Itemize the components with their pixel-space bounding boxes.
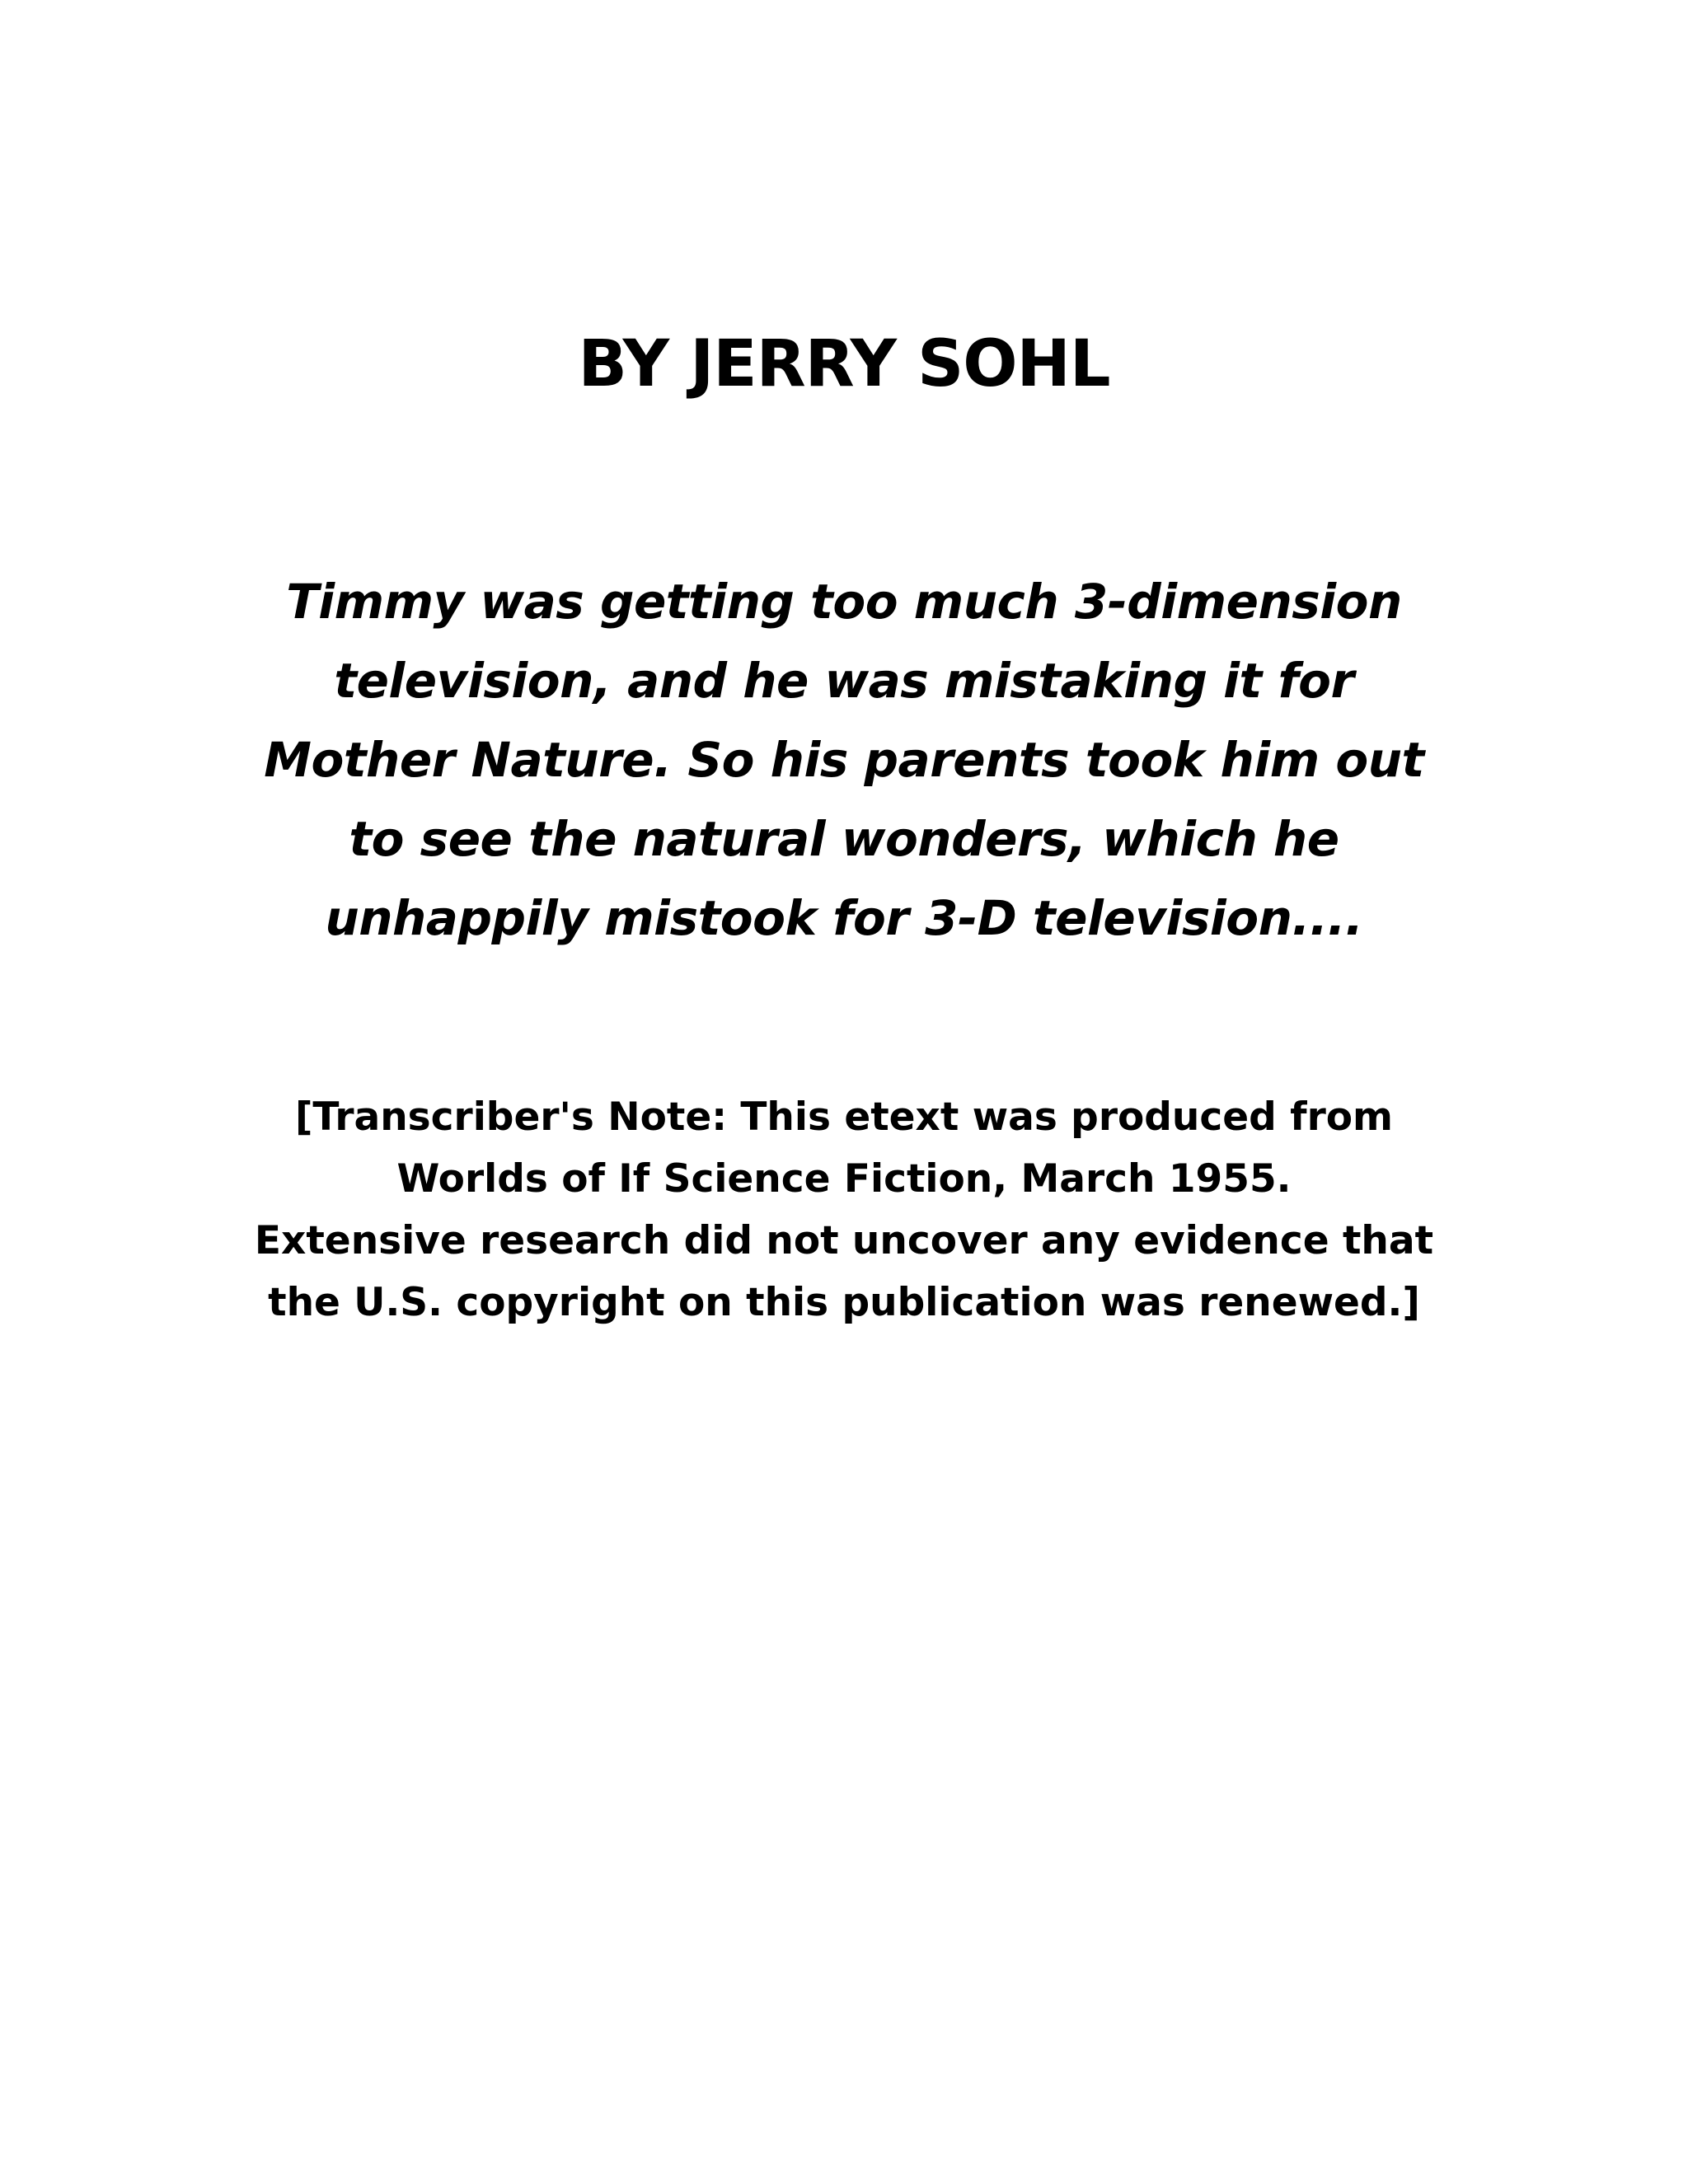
note-line: the U.S. copyright on this publication was renewed.] <box>268 1280 1420 1325</box>
note-line: [Transcriber's Note: This etext was produced from <box>294 1094 1394 1140</box>
note-line: Extensive research did not uncover any evidence that <box>254 1218 1434 1263</box>
teaser-line: unhappily mistook for 3-D television.... <box>325 890 1363 946</box>
note-line: Worlds of If Science Fiction, March 1955. <box>396 1156 1292 1202</box>
teaser-line: Mother Nature. So his parents took him out <box>264 732 1424 788</box>
teaser-line: to see the natural wonders, which he <box>349 811 1339 867</box>
story-teaser <box>0 562 1688 958</box>
teaser-line: Timmy was getting too much 3-dimension <box>286 574 1402 630</box>
transcriber-note <box>0 1086 1688 1333</box>
author-byline: BY JERRY SOHL <box>578 327 1110 401</box>
teaser-line: television, and he was mistaking it for <box>334 653 1354 709</box>
